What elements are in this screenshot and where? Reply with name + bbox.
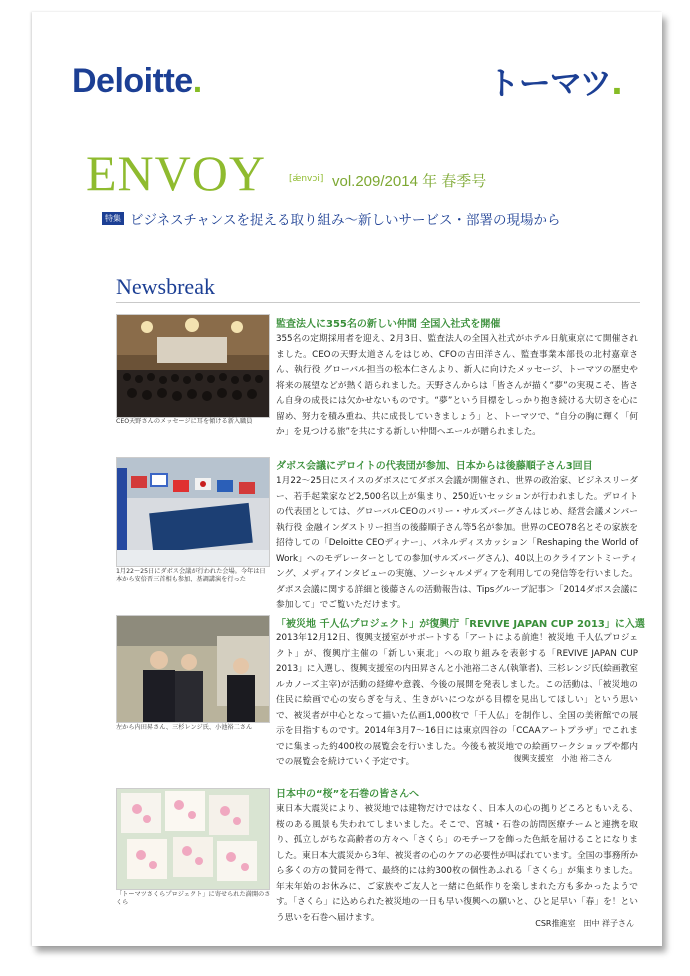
article-signature: 復興支援室 小池 裕二さん bbox=[513, 754, 612, 763]
section-divider bbox=[116, 302, 640, 303]
article-headline: ダボス会議にデロイトの代表団が参加、日本からは後藤順子さん3回目 bbox=[276, 461, 593, 472]
davos-photo bbox=[116, 457, 270, 567]
article-body: 355名の定期採用者を迎え、2月3日、監査法人の全国入社式がホテル日航東京にて開催されました。CEOの天野太道さんをはじめ、CFOの吉田洋さん、監査事業本部長の北村嘉章さん、執行役 グローバル担当の松本仁さんより、新人に向けたメッセージ、トーマツの歴史や将来の展望などが熱く語られました。天野さんからは「皆さんが描く“夢”の実現こそ、皆さん自身の成長には欠かせないものです。“夢”という目標をしっかり抱き続ける大切さを心に留め、努力を積み重ね、共に成長していきましょう」と、トーマツで、“自分の胸に輝く「何か」を見つける旅”を共にする新しい仲間へエールが贈られました。 bbox=[276, 334, 638, 437]
photo-caption: 1月22～25日にダボス会議が行われた会場。今年は日本から安倍晋三首相も参加、基調講演を行った bbox=[116, 568, 266, 583]
ceremony-photo bbox=[116, 314, 270, 418]
article-headline: 「被災地 千人仏プロジェクト」が復興庁「REVIVE JAPAN CUP 2013」に入選 bbox=[276, 619, 645, 630]
volume-info: vol.209/2014 年 春季号 bbox=[332, 173, 487, 190]
tohmatsu-logo: トーマツ. bbox=[487, 64, 622, 102]
award-photo bbox=[116, 615, 270, 723]
article-body: 東日本大震災により、被災地では建物だけではなく、日本人の心の拠りどころともいえる、桜のある風景も失われてしまいました。そこで、宮城・石巻の訪問医療チームと連携を取り、孤立しがちな高齢者の方々へ「さくら」のモチーフを飾った色紙を届けることになりました。東日本大震災から3年、被災者の心のケアの必要性が叫ばれています。全国の事務所から多くの方の賛同を得て、最終的には約300枚の個性あふれる「さくら」が集まりました。年末年始のお休みに、ご家族やご友人と一緒に色紙作りを楽しまれた方も多かったようです。「さくら」に込められた被災地の一日も早い復興への願いと、ひと足早い「春」を！という思いを石巻へ届けます。 bbox=[276, 804, 638, 923]
article-headline: 日本中の“桜”を石巻の皆さんへ bbox=[276, 789, 419, 800]
article-headline: 監査法人に355名の新しい仲間 全国入社式を開催 bbox=[276, 319, 501, 330]
pronunciation: [ǽnvɔi] bbox=[289, 174, 324, 184]
feature-title: ビジネスチャンスを捉える取り組み～新しいサービス・部署の現場から bbox=[130, 212, 561, 229]
sakura-photo bbox=[116, 788, 270, 890]
photo-caption: 「トーマツさくらプロジェクト」に寄せられた満開のさくら bbox=[116, 891, 271, 906]
deloitte-logo: Deloitte. bbox=[72, 62, 202, 100]
magazine-page bbox=[32, 12, 662, 946]
section-title: Newsbreak bbox=[116, 274, 215, 299]
photo-caption: CEO天野さんのメッセージに耳を傾ける新入職員 bbox=[116, 418, 253, 425]
photo-caption: 左から内田昇さん、三杉レンジ氏、小池裕二さん bbox=[116, 724, 253, 731]
feature-tag: 特集 bbox=[102, 212, 124, 225]
magazine-title: ENVOY bbox=[86, 145, 266, 201]
feature-line bbox=[102, 208, 561, 229]
article-body: 1月22～25日にスイスのダボスにてダボス会議が開催され、世界の政治家、ビジネスリーダー、若手起業家など2,500名以上が集まり、250近いセッションが行われました。デロイトの代表団としては、グローバルCEOのバリー・サルズバーグさんはじめ、経営会議メンバー 執行役 金融インダストリー担当の後藤順子さん等5名が参加。世界のCEO78名とその家族を招待しての「Deloitte CEOディナー」、パネルディスカッション「Reshaping the World of Work」へのモデレーターとしての参加(サルズバーグさん)、40以上のクライアントミーティング、メディアインタビューの実施、ソーシャルメディアを利用しての発信等を行いました。ダボス会議に関する詳細と後藤さんの活動報告は、Tipsグループ記事＞「2014ダボス会議に参加して」でご覧いただけます。 bbox=[276, 476, 638, 610]
article-signature: CSR推進室 田中 祥子さん bbox=[535, 919, 634, 928]
article-body: 2013年12月12日、復興支援室がサポートする「アートによる前進！被災地 千人仏プロジェクト」が、復興庁主催の「新しい東北」への取り組みを表彰する「REVIVE JAPAN CUP 2013」に入選し、復興支援室の内田昇さんと小池裕二さん(執筆者)、三杉レンジ氏(絵画教室ルカノーズ主宰)が活動の経緯や意義、今後の展開を発表しました。この活動は、「被災地の住民に絵画で心の安らぎを与え、生きがいにつながる目標を見出してほしい」という思いで、被災者が中心となって描いた仏画1,000枚で「千人仏」を制作し、全国の美術館での展示を目指すものです。2014年3月7～16日には東京四谷の「CCAAアートプラザ」でこれまでに集まった約400枚の展覧会を行いました。今後も被災地での絵画ワークショップや都内での展覧会を続けていく予定です。 bbox=[276, 633, 638, 767]
